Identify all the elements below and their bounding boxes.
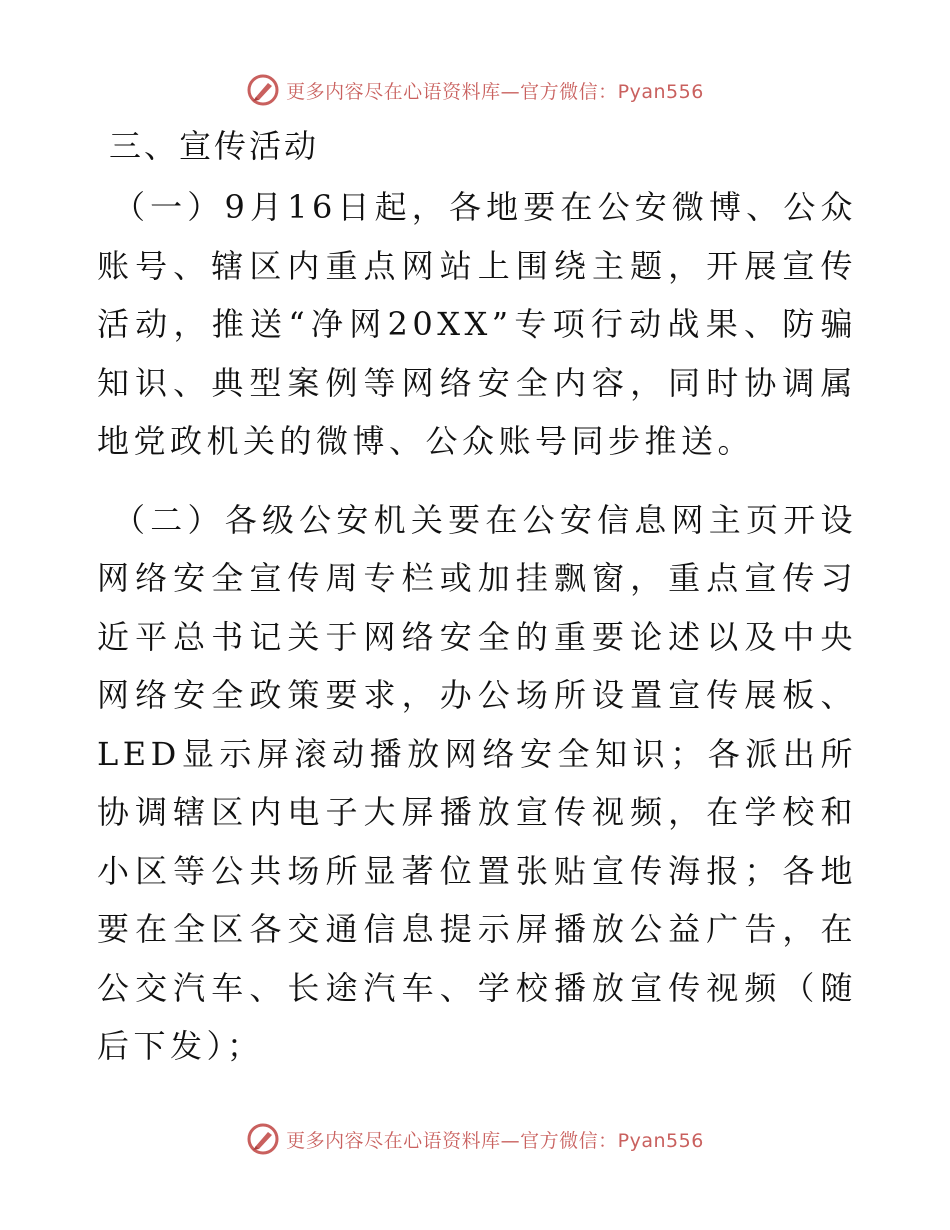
brush-logo-icon xyxy=(246,1122,280,1156)
paragraph-2: （二）各级公安机关要在公安信息网主页开设网络安全宣传周专栏或加挂飘窗，重点宣传习近平总书记关于网络安全的重要论述以及中央网络安全政策要求，办公场所设置宣传展板、LED显示屏滚动播放网络安全知识；各派出所协调辖区内电子大屏播放宣传视频，在学校和小区等公共场所显著位置张贴宣传海报；各地要在全区各交通信息提示屏播放公益广告，在公交汽车、长途汽车、学校播放宣传视频（随后下发）； xyxy=(97,500,857,1065)
header-watermark xyxy=(0,70,950,110)
brush-logo-icon xyxy=(246,73,280,107)
watermark-text: 更多内容尽在心语资料库—官方微信：Pyan556 xyxy=(286,80,704,103)
section-heading: 三、宣传活动 xyxy=(109,127,320,165)
document-body xyxy=(97,118,857,1076)
footer-watermark xyxy=(0,1119,950,1159)
watermark-text: 更多内容尽在心语资料库—官方微信：Pyan556 xyxy=(286,1129,704,1152)
paragraph-1: （一）9月16日起，各地要在公安微博、公众账号、辖区内重点网站上围绕主题，开展宣传活动，推送“净网20XX”专项行动战果、防骗知识、典型案例等网络安全内容，同时协调属地党政机关的微博、公众账号同步推送。 xyxy=(97,188,857,460)
